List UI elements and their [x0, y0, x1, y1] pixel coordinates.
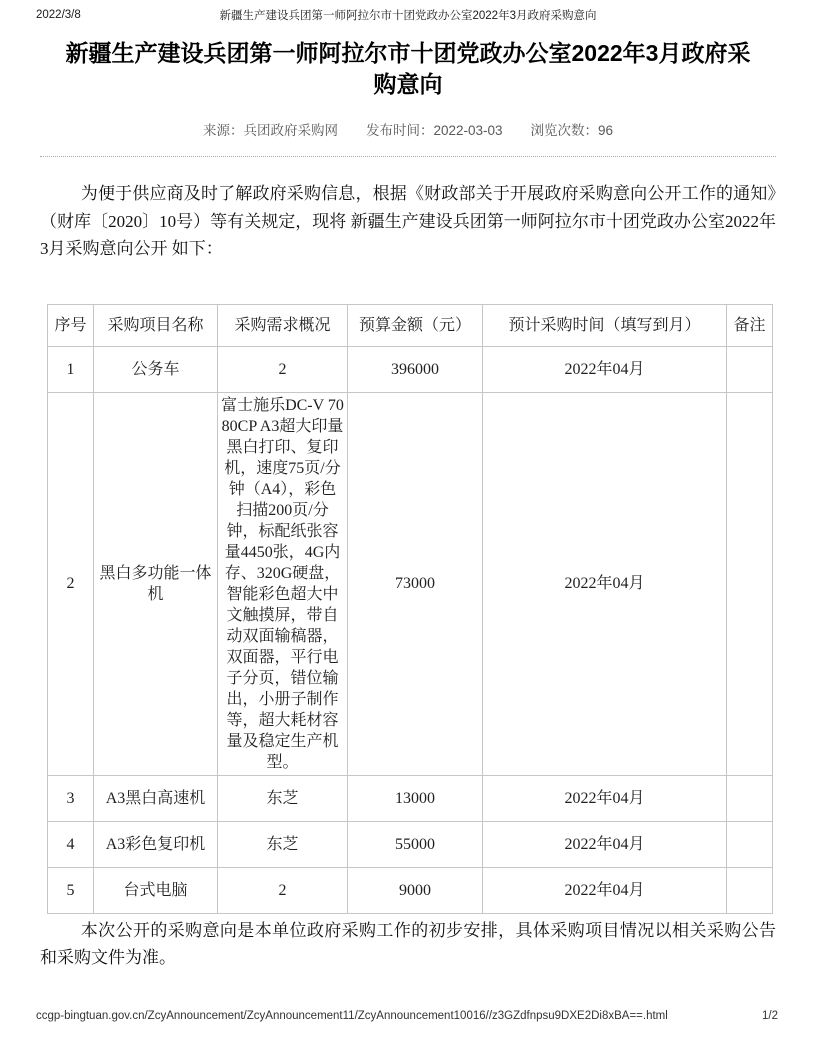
procurement-intent-table — [47, 304, 773, 914]
meta-line — [40, 119, 776, 139]
print-footer-url: ccgp-bingtuan.gov.cn/ZcyAnnouncement/ZcyAnnouncement11/ZcyAnnouncement10016//z3GZdfnpsu9DXE2Di8xBA==.html — [36, 1010, 668, 1022]
table-row — [48, 775, 773, 821]
page-title: 新疆生产建设兵团第一师阿拉尔市十团党政办公室2022年3月政府采购意向 — [65, 40, 751, 97]
meta-views — [531, 119, 614, 139]
cell-budget: 9000 — [348, 867, 483, 913]
table-row — [48, 392, 773, 775]
closing-paragraph: 本次公开的采购意向是本单位政府采购工作的初步安排，具体采购项目情况以相关采购公告和采购文件为准。 — [40, 920, 776, 968]
cell-note — [727, 346, 773, 392]
cell-no: 4 — [48, 821, 94, 867]
header-cell-name: 采购项目名称 — [94, 304, 218, 346]
cell-name: A3黑白高速机 — [94, 775, 218, 821]
header-cell-note: 备注 — [727, 304, 773, 346]
cell-time: 2022年04月 — [483, 821, 727, 867]
print-header — [36, 7, 780, 23]
cell-time: 2022年04月 — [483, 346, 727, 392]
cell-time: 2022年04月 — [483, 867, 727, 913]
cell-note — [727, 392, 773, 775]
header-cell-no: 序号 — [48, 304, 94, 346]
cell-no: 2 — [48, 392, 94, 775]
cell-requirement: 2 — [218, 346, 348, 392]
meta-publish-time — [366, 119, 503, 139]
print-header-title: 新疆生产建设兵团第一师阿拉尔市十团党政办公室2022年3月政府采购意向 — [219, 10, 597, 22]
table-row — [48, 346, 773, 392]
cell-requirement: 富士施乐DC-V 7080CP A3超大印量黑白打印、复印机，速度75页/分钟（A4），彩色扫描200页/分钟，标配纸张容量4450张，4G内存、320G硬盘， 智能彩色超大中文触摸屏，带自动双面输稿器，双面器，平行电子分页，错位输出，小册子制作等，超大耗材容量及稳定生产机型。 — [218, 392, 348, 775]
cell-budget: 13000 — [348, 775, 483, 821]
cell-note — [727, 775, 773, 821]
meta-views-value: 96 — [598, 123, 614, 139]
cell-requirement: 东芝 — [218, 775, 348, 821]
cell-name: A3彩色复印机 — [94, 821, 218, 867]
cell-budget: 55000 — [348, 821, 483, 867]
cell-time: 2022年04月 — [483, 392, 727, 775]
cell-requirement: 东芝 — [218, 821, 348, 867]
meta-source-label: 来源： — [202, 123, 244, 139]
cell-no: 5 — [48, 867, 94, 913]
cell-name: 公务车 — [94, 346, 218, 392]
cell-name: 黑白多功能一体机 — [94, 392, 218, 775]
header-cell-time: 预计采购时间（填写到月） — [483, 304, 727, 346]
meta-source — [203, 119, 338, 139]
cell-requirement: 2 — [218, 867, 348, 913]
print-header-date: 2022/3/8 — [36, 9, 81, 21]
header-cell-budget: 预算金额（元） — [348, 304, 483, 346]
cell-no: 3 — [48, 775, 94, 821]
intro-paragraph: 为便于供应商及时了解政府采购信息，根据《财政部关于开展政府采购意向公开工作的通知》（财库〔2020〕10号）等有关规定，现将 新疆生产建设兵团第一师阿拉尔市十团党政办公室2022年3月采购意向公开 如下： — [40, 184, 776, 259]
cell-note — [727, 821, 773, 867]
table-row — [48, 821, 773, 867]
cell-name: 台式电脑 — [94, 867, 218, 913]
header-cell-requirement: 采购需求概况 — [218, 304, 348, 346]
cell-budget: 73000 — [348, 392, 483, 775]
print-footer-page-number: 1/2 — [762, 1010, 778, 1022]
table-row — [48, 867, 773, 913]
cell-no: 1 — [48, 346, 94, 392]
meta-publish-value: 2022-03-03 — [433, 123, 503, 139]
meta-source-value: 兵团政府采购网 — [243, 123, 338, 139]
cell-note — [727, 867, 773, 913]
cell-time: 2022年04月 — [483, 775, 727, 821]
meta-publish-label: 发布时间： — [365, 123, 434, 139]
divider-line — [40, 156, 776, 157]
table-header-row — [48, 304, 773, 346]
print-footer — [36, 1010, 778, 1022]
cell-budget: 396000 — [348, 346, 483, 392]
meta-views-label: 浏览次数： — [530, 123, 599, 139]
